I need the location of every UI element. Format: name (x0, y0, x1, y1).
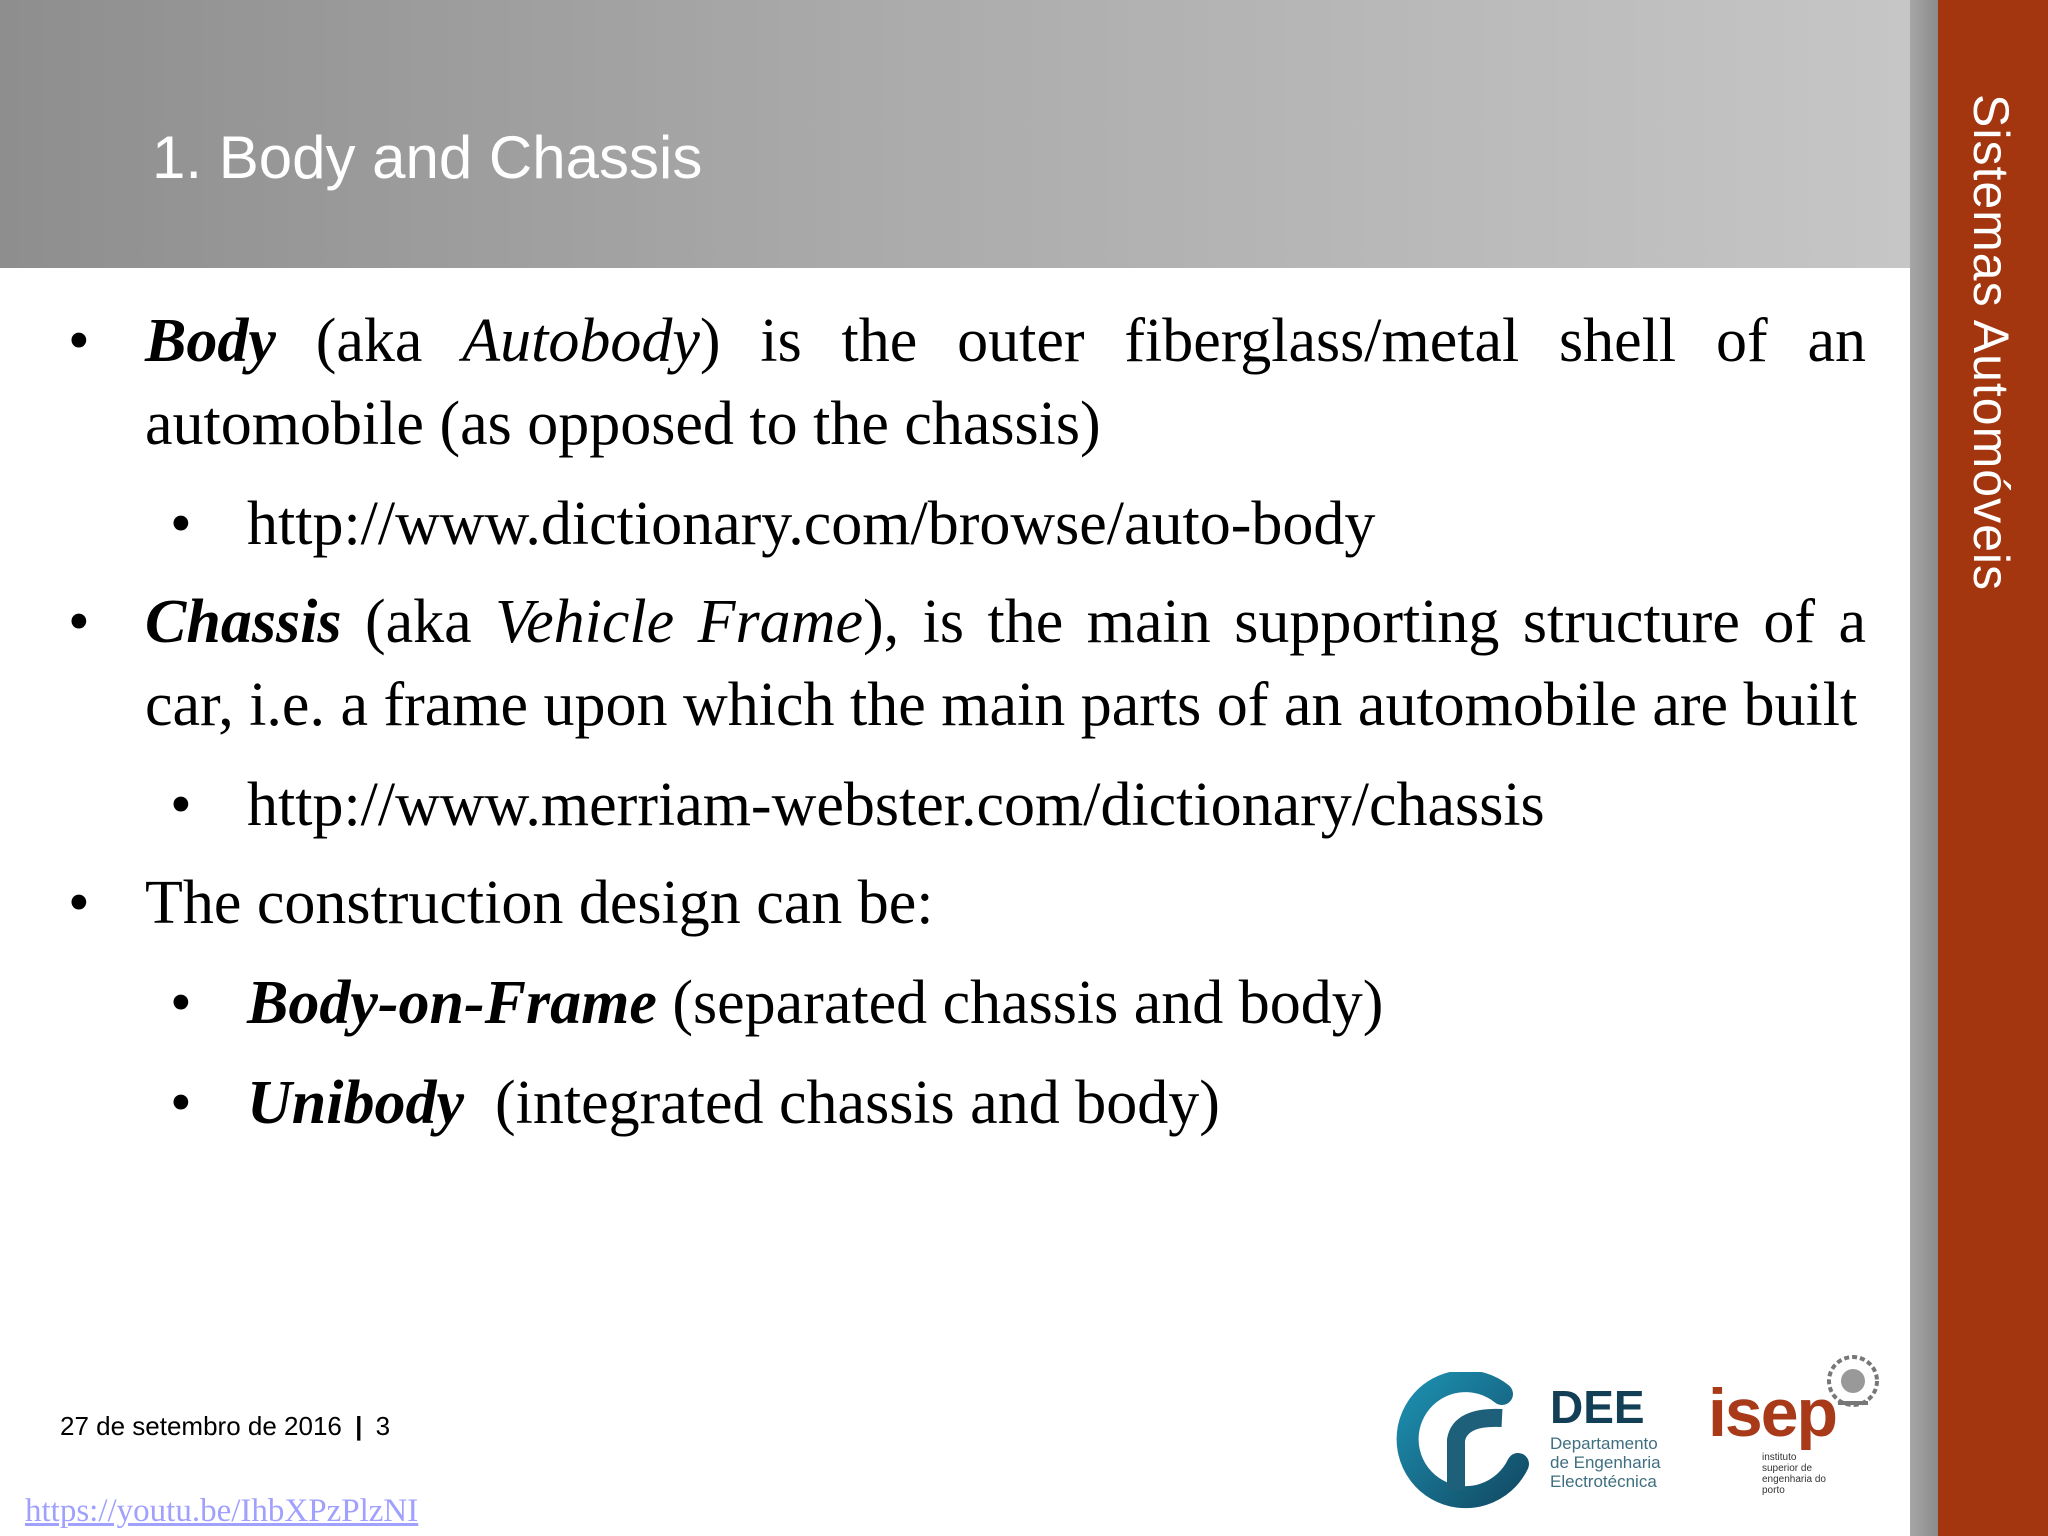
isep-logo (1700, 1348, 1890, 1508)
slide-content (60, 300, 1866, 1145)
term-unibody: Unibody (247, 1069, 464, 1137)
bullet-construction-design (60, 862, 1866, 945)
sub-bullet-body-on-frame (60, 962, 1866, 1045)
isep-line: instituto (1762, 1452, 1797, 1463)
alias-vehicle-frame: Vehicle Frame (495, 588, 863, 656)
side-gray-band (1910, 0, 1938, 1536)
merriam-url: http://www.merriam-webster.com/dictionary/chassis (247, 771, 1545, 839)
text: ) is the outer fiberglass/metal shell of an automobile (as opposed to the chassis) (145, 307, 1866, 458)
dee-subtitle (1550, 1434, 1690, 1491)
dee-name: DEE (1550, 1381, 1645, 1433)
page-number: 3 (375, 1411, 391, 1441)
bullet-dot: • (170, 771, 192, 839)
dee-line: de Engenharia (1550, 1453, 1661, 1472)
dee-line: Electrotécnica (1550, 1472, 1657, 1491)
side-bar-title: Sistemas Automóveis (1963, 94, 2019, 591)
text: (separated chassis and body) (656, 969, 1384, 1037)
text: (aka (275, 307, 463, 375)
dictionary-url: http://www.dictionary.com/browse/auto-body (247, 490, 1376, 558)
text: (aka (341, 588, 496, 656)
text: ), is the main supporting structure of a car, i.e. a frame upon which the main parts of an automobile are built (145, 588, 1867, 739)
text: (integrated chassis and body) (464, 1069, 1220, 1137)
bullet-dot: • (170, 1069, 192, 1137)
footer-date (60, 1411, 390, 1442)
bullet-dot: • (68, 869, 90, 937)
slide-title: 1. Body and Chassis (152, 124, 703, 191)
alias-autobody: Autobody (462, 307, 700, 375)
bullet-dot: • (170, 969, 192, 1037)
bullet-body (60, 300, 1866, 466)
sub-bullet-merriam-link (60, 764, 1866, 847)
bullet-chassis (60, 581, 1866, 747)
isep-line: engenharia do (1762, 1474, 1826, 1485)
text: The construction design can be: (145, 869, 934, 937)
term-body-on-frame: Body-on-Frame (247, 969, 657, 1037)
dee-line: Departamento (1550, 1434, 1658, 1453)
slide-header (0, 0, 1910, 268)
isep-line: porto (1762, 1485, 1785, 1496)
sub-bullet-dictionary-link (60, 483, 1866, 566)
youtube-link[interactable]: https://youtu.be/IhbXPzPlzNI (25, 1493, 419, 1529)
separator: | (355, 1411, 363, 1441)
bullet-dot: • (68, 307, 90, 375)
term-chassis: Chassis (145, 588, 342, 656)
dee-logo (1390, 1372, 1690, 1512)
bullet-dot: • (68, 588, 90, 656)
isep-name: isep (1708, 1375, 1837, 1451)
isep-subtitle (1762, 1452, 1882, 1496)
sub-bullet-unibody (60, 1062, 1866, 1145)
term-body: Body (145, 307, 276, 375)
date-text: 27 de setembro de 2016 (60, 1411, 342, 1441)
dee-mark-icon (1390, 1372, 1540, 1512)
bullet-dot: • (170, 490, 192, 558)
isep-line: superior de (1762, 1463, 1813, 1474)
